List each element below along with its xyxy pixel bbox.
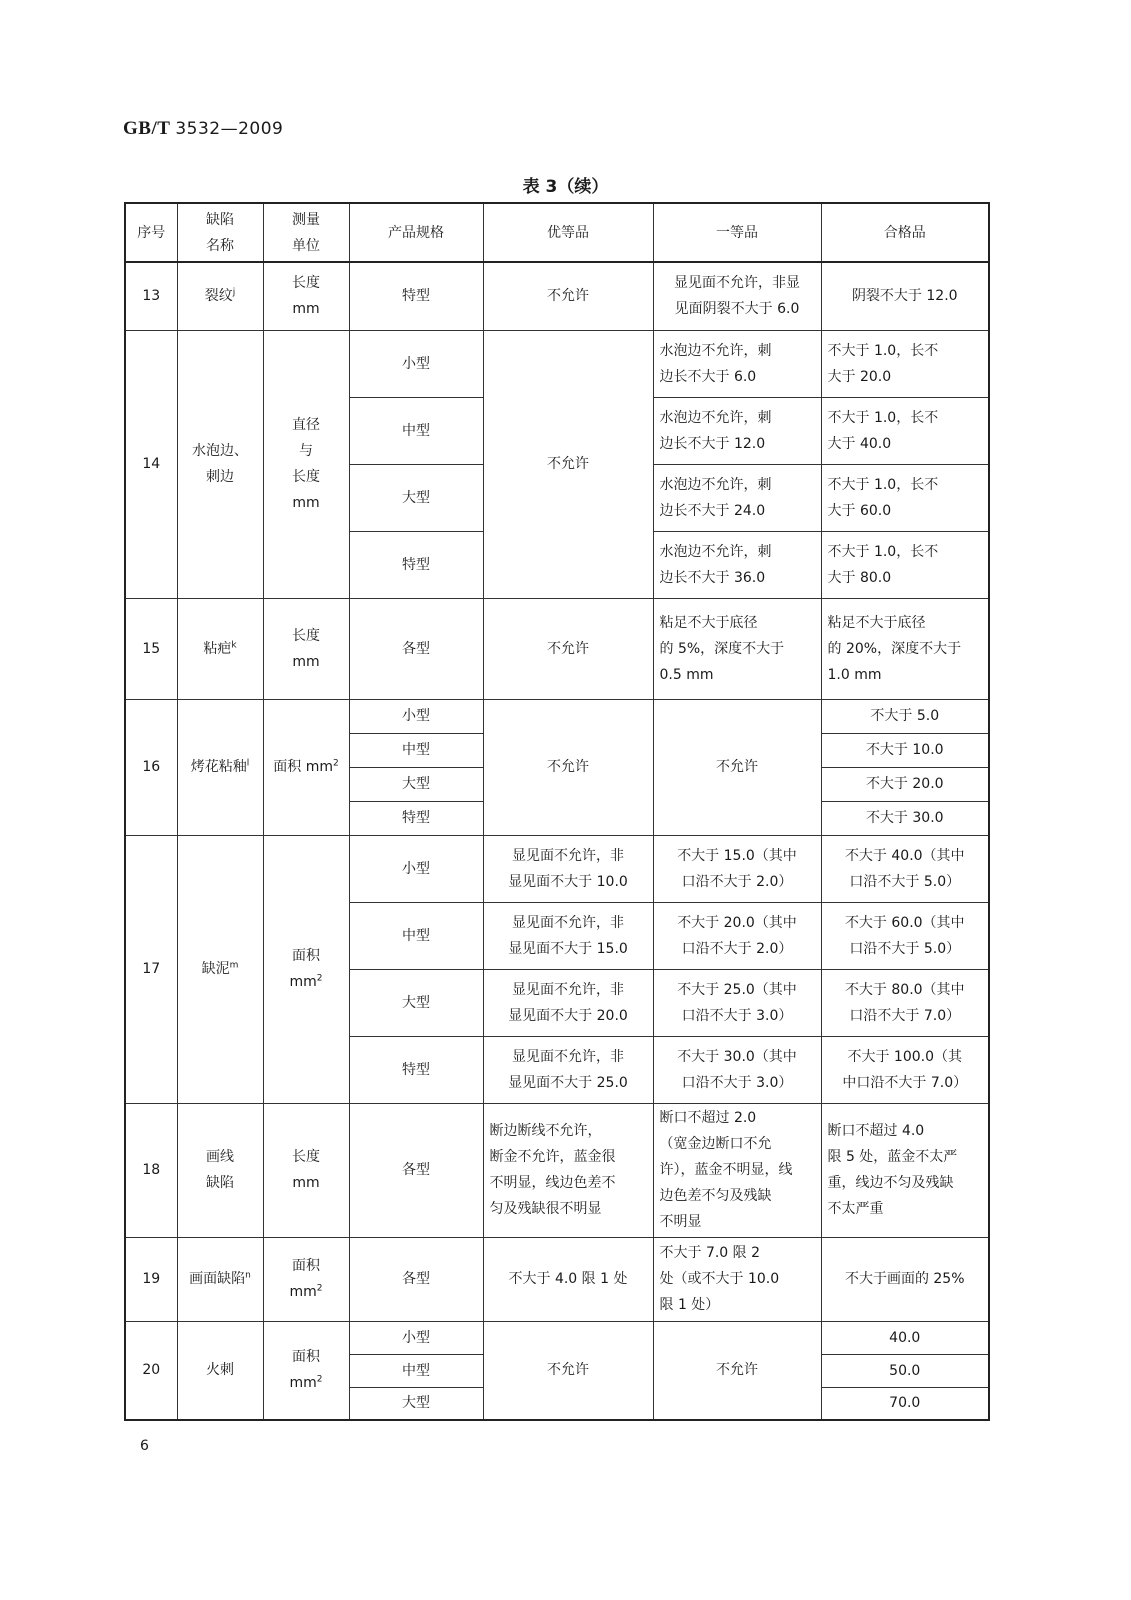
row-qualified: 70.0 — [821, 1387, 989, 1420]
table-row — [125, 598, 989, 699]
document-code — [123, 118, 283, 140]
row-defect-name: 缺泥$^m$ — [177, 835, 263, 1103]
row-unit: 面积 $mm^2$ — [263, 699, 349, 835]
row-spec: 大型 — [349, 464, 483, 531]
row-premium: 不允许 — [483, 330, 653, 598]
row-unit: 长度 mm — [263, 598, 349, 699]
row-unit: 直径 与 长度 mm — [263, 330, 349, 598]
row-unit: 面积 $mm^2$ — [263, 835, 349, 1103]
row-defect-name: 水泡边、 刺边 — [177, 330, 263, 598]
footnote-mark: j — [232, 287, 236, 298]
row-qualified: 不大于 30.0 — [821, 801, 989, 835]
header-first: 一等品 — [653, 203, 821, 262]
row-first: 水泡边不允许，刺 边长不大于 12.0 — [653, 397, 821, 464]
row-premium: 显见面不允许，非 显见面不大于 10.0 — [483, 835, 653, 902]
row-spec: 各型 — [349, 1237, 483, 1321]
row-spec: 中型 — [349, 902, 483, 969]
footnote-mark: n — [245, 1270, 251, 1281]
page-number: 6 — [140, 1438, 149, 1454]
row-qualified: 不大于 100.0（其 中口沿不大于 7.0） — [821, 1036, 989, 1103]
row-defect-name: 粘疤$^k$ — [177, 598, 263, 699]
row-premium: 不允许 — [483, 598, 653, 699]
row-spec: 中型 — [349, 733, 483, 767]
row-qualified: 阴裂不大于 12.0 — [821, 262, 989, 330]
row-spec: 小型 — [349, 330, 483, 397]
table-row — [125, 835, 989, 902]
row-first: 不允许 — [653, 1321, 821, 1420]
table-row — [125, 1237, 989, 1321]
row-defect-name: 画线 缺陷 — [177, 1103, 263, 1237]
row-first: 不允许 — [653, 699, 821, 835]
row-premium: 断边断线不允许， 断金不允许，蓝金很 不明显，线边色差不 匀及残缺很不明显 — [483, 1103, 653, 1237]
row-qualified: 不大于 1.0，长不 大于 80.0 — [821, 531, 989, 598]
header-measure-unit: 测量 单位 — [263, 203, 349, 262]
row-first: 水泡边不允许，刺 边长不大于 6.0 — [653, 330, 821, 397]
table-header-row — [125, 203, 989, 262]
row-spec: 中型 — [349, 397, 483, 464]
row-qualified: 50.0 — [821, 1354, 989, 1387]
row-premium: 不大于 4.0 限 1 处 — [483, 1237, 653, 1321]
row-first: 显见面不允许，非显 见面阴裂不大于 6.0 — [653, 262, 821, 330]
row-spec: 小型 — [349, 835, 483, 902]
row-seq: 20 — [125, 1321, 177, 1420]
row-first: 断口不超过 2.0 （宽金边断口不允 许），蓝金不明显，线 边色差不匀及残缺 不明显 — [653, 1103, 821, 1237]
row-first: 不大于 15.0（其中 口沿不大于 2.0） — [653, 835, 821, 902]
row-seq: 17 — [125, 835, 177, 1103]
table-title: 表 3（续） — [522, 177, 609, 197]
header-premium: 优等品 — [483, 203, 653, 262]
row-qualified: 不大于 20.0 — [821, 767, 989, 801]
row-first: 粘足不大于底径 的 5%，深度不大于 0.5 mm — [653, 598, 821, 699]
header-seq: 序号 — [125, 203, 177, 262]
row-spec: 特型 — [349, 1036, 483, 1103]
row-unit: 面积 $mm^2$ — [263, 1321, 349, 1420]
row-qualified: 不大于 60.0（其中 口沿不大于 5.0） — [821, 902, 989, 969]
row-qualified: 不大于 80.0（其中 口沿不大于 7.0） — [821, 969, 989, 1036]
row-first: 不大于 7.0 限 2 处（或不大于 10.0 限 1 处） — [653, 1237, 821, 1321]
row-defect-name: 火刺 — [177, 1321, 263, 1420]
row-seq: 18 — [125, 1103, 177, 1237]
row-qualified: 不大于 1.0，长不 大于 60.0 — [821, 464, 989, 531]
header-qualified: 合格品 — [821, 203, 989, 262]
row-unit: 长度 mm — [263, 262, 349, 330]
document-code-number: 3532—2009 — [175, 119, 284, 139]
footnote-mark: m — [229, 960, 239, 971]
document-code-prefix: GB/T — [123, 118, 171, 139]
row-qualified: 40.0 — [821, 1321, 989, 1354]
row-seq: 13 — [125, 262, 177, 330]
row-spec: 大型 — [349, 767, 483, 801]
row-qualified: 不大于 40.0（其中 口沿不大于 5.0） — [821, 835, 989, 902]
table-row — [125, 1321, 989, 1354]
row-spec: 特型 — [349, 801, 483, 835]
table-row — [125, 330, 989, 397]
table-row — [125, 1103, 989, 1237]
row-premium: 显见面不允许，非 显见面不大于 20.0 — [483, 969, 653, 1036]
table-row — [125, 262, 989, 330]
row-qualified: 不大于 1.0，长不 大于 40.0 — [821, 397, 989, 464]
row-spec: 大型 — [349, 969, 483, 1036]
row-qualified: 粘足不大于底径 的 20%，深度不大于 1.0 mm — [821, 598, 989, 699]
row-premium: 不允许 — [483, 262, 653, 330]
row-first: 不大于 30.0（其中 口沿不大于 3.0） — [653, 1036, 821, 1103]
row-first: 水泡边不允许，刺 边长不大于 36.0 — [653, 531, 821, 598]
row-qualified: 不大于画面的 25% — [821, 1237, 989, 1321]
row-spec: 特型 — [349, 262, 483, 330]
defect-table — [124, 202, 990, 1421]
footnote-mark: l — [246, 758, 250, 769]
row-seq: 14 — [125, 330, 177, 598]
table-row — [125, 699, 989, 733]
row-qualified: 不大于 1.0，长不 大于 20.0 — [821, 330, 989, 397]
row-first: 不大于 25.0（其中 口沿不大于 3.0） — [653, 969, 821, 1036]
row-defect-name: 画面缺陷$^n$ — [177, 1237, 263, 1321]
row-qualified: 不大于 5.0 — [821, 699, 989, 733]
row-spec: 小型 — [349, 699, 483, 733]
row-spec: 各型 — [349, 598, 483, 699]
footnote-mark: k — [231, 639, 237, 650]
row-seq: 19 — [125, 1237, 177, 1321]
row-spec: 大型 — [349, 1387, 483, 1420]
row-qualified: 断口不超过 4.0 限 5 处，蓝金不太严 重，线边不匀及残缺 不太严重 — [821, 1103, 989, 1237]
row-premium: 显见面不允许，非 显见面不大于 25.0 — [483, 1036, 653, 1103]
row-first: 不大于 20.0（其中 口沿不大于 2.0） — [653, 902, 821, 969]
row-premium: 不允许 — [483, 1321, 653, 1420]
row-premium: 不允许 — [483, 699, 653, 835]
row-spec: 小型 — [349, 1321, 483, 1354]
row-seq: 15 — [125, 598, 177, 699]
row-defect-name: 烤花粘釉$^l$ — [177, 699, 263, 835]
row-spec: 各型 — [349, 1103, 483, 1237]
row-unit: 长度 mm — [263, 1103, 349, 1237]
row-premium: 显见面不允许，非 显见面不大于 15.0 — [483, 902, 653, 969]
row-spec: 特型 — [349, 531, 483, 598]
row-first: 水泡边不允许，刺 边长不大于 24.0 — [653, 464, 821, 531]
row-seq: 16 — [125, 699, 177, 835]
row-spec: 中型 — [349, 1354, 483, 1387]
header-spec: 产品规格 — [349, 203, 483, 262]
header-defect-name: 缺陷 名称 — [177, 203, 263, 262]
row-unit: 面积 $mm^2$ — [263, 1237, 349, 1321]
row-defect-name: 裂纹$^j$ — [177, 262, 263, 330]
row-qualified: 不大于 10.0 — [821, 733, 989, 767]
